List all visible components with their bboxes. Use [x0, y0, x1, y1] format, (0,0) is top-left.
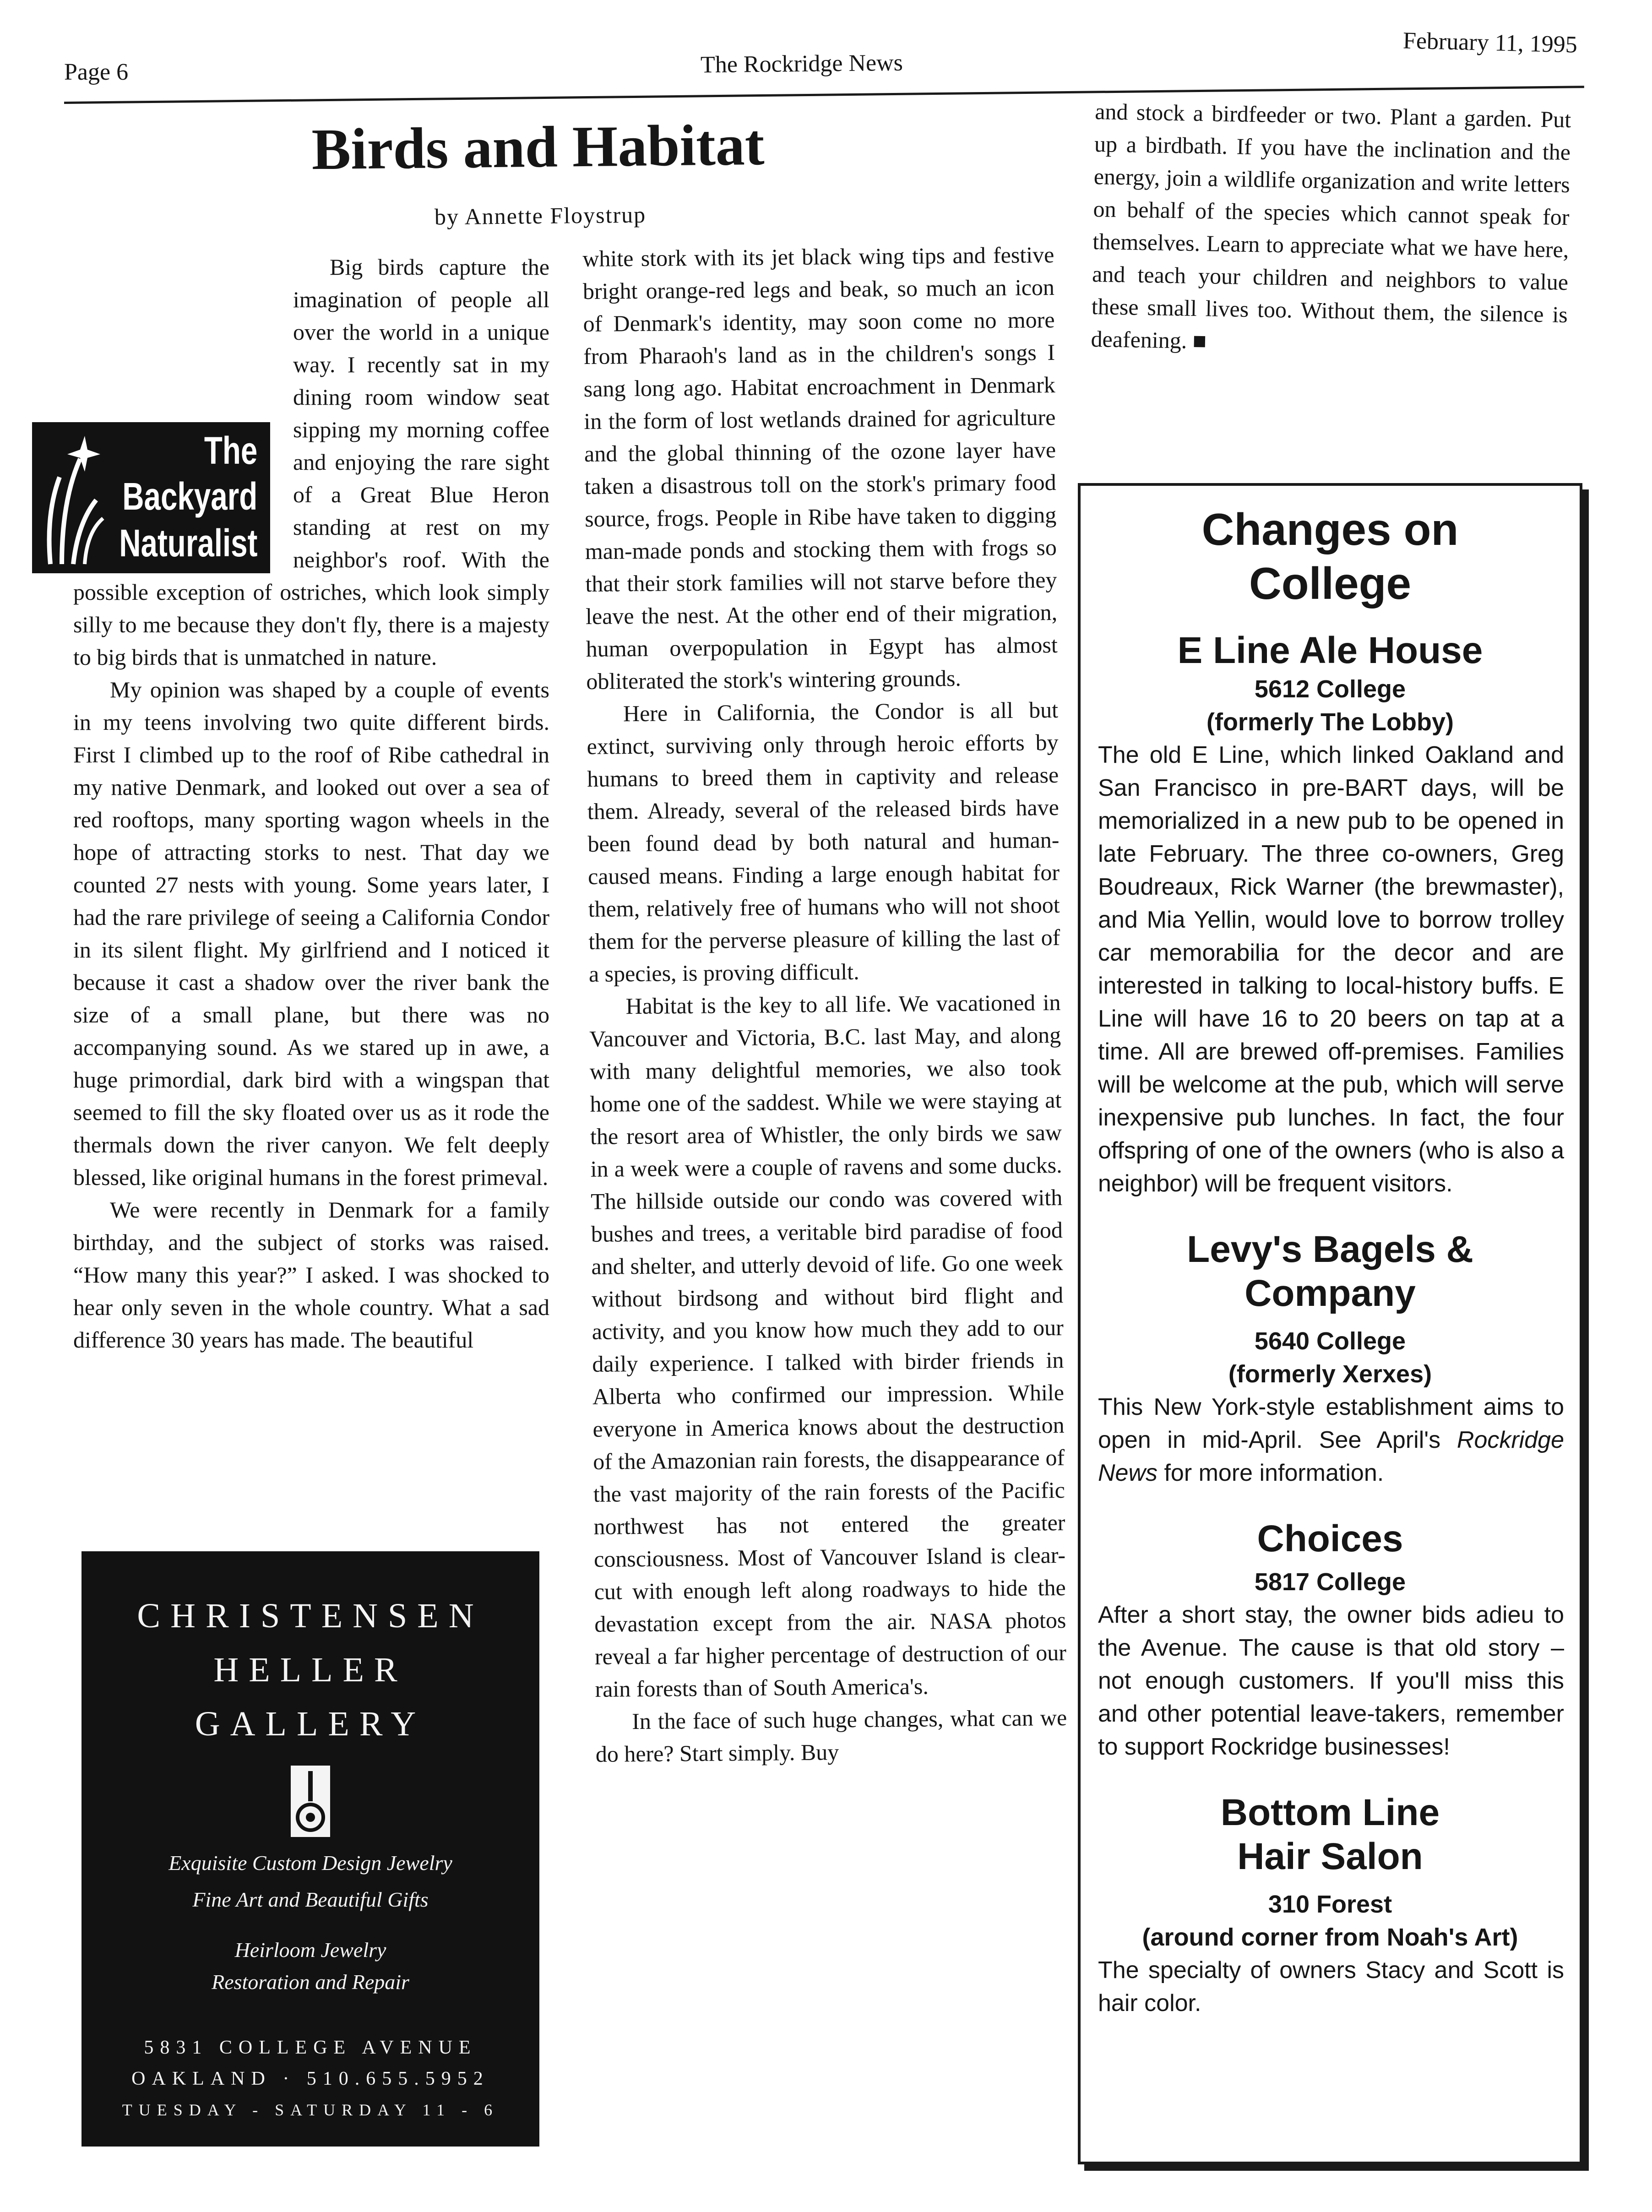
box-title-line-2: College: [1249, 558, 1411, 609]
business-description: [1098, 1391, 1564, 1489]
ad-tagline-3: Heirloom Jewelry: [234, 1938, 386, 1962]
gallery-advertisement: [82, 1551, 539, 2147]
ad-hours: TUESDAY - SATURDAY 11 - 6: [122, 2101, 499, 2119]
paragraph: [73, 251, 549, 674]
paragraph: My opinion was shaped by a couple of events in my teens involving two quite different birds. First I climbed up to the roof of Ribe cathedral in my native Denmark, and looked out over a sea of red rooftops, many sporting wagon wheels in the hope of attracting storks to nest. That day we counted 27 nests with young. Some years later, I had the rare privilege of seeing a California Condor in its silent flight. My girlfriend and I noticed it because it cast a shadow over the river bank the size of a small plane, but there was no accompanying sound. As we stared up in awe, a huge primordial, dark bird with a wingspan that seemed to fill the sky floated over us as it rode the thermals down the river canyon. We felt deeply blessed, like original humans in the forest primeval.: [73, 677, 549, 1190]
business-name: Bottom Line: [1220, 1792, 1440, 1833]
ad-line-3: GALLERY: [195, 1705, 426, 1743]
ad-line-2: HELLER: [213, 1651, 408, 1689]
paragraph: We were recently in Denmark for a family birthday, and the subject of storks was raised. “How many this year?” I asked. I was shocked to hear only seven in the whole country. What a sad difference 30 years has made. The beautiful: [73, 1197, 549, 1353]
paragraph: Here in California, the Condor is all but extinct, surviving only through heroic efforts by humans to breed them in captivity and release them. Already, several of the released birds have been found dead by both natural and human-caused means. Finding a large enough habitat for them, relatively free of humans who will not shoot them for the perverse pleasure of killing the last of a species, is proving difficult.: [587, 696, 1060, 987]
logo-line-1: The: [204, 429, 257, 472]
ad-line-1: CHRISTENSEN: [137, 1597, 484, 1635]
changes-on-college-box: [1078, 483, 1582, 2164]
issue-date: February 11, 1995: [1402, 27, 1578, 58]
logo-wrap-spacer: [73, 415, 293, 574]
article-column-2: [582, 239, 1067, 1771]
logo-line-3: Naturalist: [119, 522, 257, 565]
paragraph: Habitat is the key to all life. We vacationed in Vancouver and Victoria, B.C. last May, and along with many delightful memories, we also took home one of the saddest. While we were staying at the resort area of Whistler, the only birds we saw in a week were a couple of ravens and some ducks. The hillside outside our condo was covered with bushes and trees, a veritable bird paradise of food and shelter, and utterly devoid of life. Go one week without birdsong and without bird flight and activity, and you know how much they add to our daily experience. I talked with birder friends in Alberta who confirmed our impression. While everyone in America knows about the destruction of the Amazonian rain forests, the disappearance of the vast majority of the rain forests of the Pacific northwest has not entered the greater consciousness. Most of Vancouver Island is clear-cut with enough left along roadways to hide the devastation except from the air. NASA photos reveal a far higher percentage of destruction of our rain forests than of South America's.: [589, 989, 1067, 1702]
ad-address: 5831 COLLEGE AVENUE: [144, 2037, 477, 2058]
article-byline: by Annette Floystrup: [434, 201, 647, 230]
paragraph-text: Big birds capture the imagination of people all over the world in a unique way. I recently sat in my dining room window seat sipping my morning coffee and enjoying the rare sight of a Great Blue Heron standing at rest on my neighbor's roof. With the possible exception of ostriches, which look simply silly to me because they don't fly, there is a majesty to big birds that is unmatched in nature.: [73, 254, 549, 670]
business-name-line-2: Hair Salon: [1237, 1836, 1423, 1877]
ad-city-phone: OAKLAND · 510.655.5952: [131, 2068, 489, 2089]
logo-line-2: Backyard: [122, 475, 257, 518]
article-column-1: [73, 251, 549, 1356]
paragraph: and stock a birdfeeder or two. Plant a garden. Put up a birdbath. If you have the inclination and the energy, join a wildlife organization and write letters on behalf of the species which cannot speak for themselves. Learn to appreciate what we have here, and teach your children and neighbors to value these small lives too. Without them, the silence is deafening. ■: [1091, 98, 1571, 354]
publication-name: Rockridge News: [1098, 1427, 1564, 1486]
ad-tagline-2: Fine Art and Beautiful Gifts: [192, 1888, 429, 1911]
business-name-line-2: Company: [1244, 1272, 1416, 1314]
page-number: Page 6: [64, 59, 129, 85]
business-location-note: (around corner from Noah's Art): [1142, 1924, 1518, 1951]
description-text: for more information.: [1157, 1460, 1384, 1486]
ad-tagline-1: Exquisite Custom Design Jewelry: [168, 1851, 452, 1875]
description-text: This New York-style establishment aims to open in mid-April. See April's: [1098, 1394, 1564, 1453]
business-former-name: (formerly Xerxes): [1228, 1360, 1432, 1388]
business-address: 5612 College: [1254, 675, 1406, 703]
business-description: The old E Line, which linked Oakland and San Francisco in pre-BART days, will be memorialized in a new pub to be opened in late February. The three co-owners, Greg Boudreaux, Rick Warner (the brewmaster), and Mia Yellin, would love to borrow trolley car memorabilia for the decor and are interested in talking to local-history buffs. E Line will have 16 to 20 beers on tap at a time. All are brewed off-premises. Families will be welcome at the pub, which will serve inexpensive pub lunches. In fact, the four offspring of one of the owners (who is also a neighbor) will be frequent visitors.: [1098, 742, 1564, 1197]
business-description: The specialty of owners Stacy and Scott is hair color.: [1098, 1957, 1564, 2016]
business-former-name: (formerly The Lobby): [1206, 708, 1454, 736]
business-address: 5817 College: [1254, 1568, 1406, 1596]
business-name: E Line Ale House: [1177, 630, 1483, 671]
newspaper-name: The Rockridge News: [700, 49, 903, 78]
business-address: 310 Forest: [1268, 1891, 1392, 1918]
gallery-emblem-icon: [290, 1765, 331, 1838]
business-address: 5640 College: [1254, 1327, 1406, 1355]
ad-tagline-4: Restoration and Repair: [212, 1970, 409, 1994]
business-name: Choices: [1257, 1518, 1403, 1560]
article-title: Birds and Habitat: [311, 112, 765, 182]
business-description: After a short stay, the owner bids adieu to the Avenue. The cause is that old story – not enough customers. If you'll miss this and other potential leave-takers, remember to support Rockridge businesses!: [1098, 1602, 1564, 1760]
article-column-3: [1091, 95, 1571, 364]
box-title-line-1: Changes on: [1201, 504, 1459, 554]
paragraph: white stork with its jet black wing tips and festive bright orange-red legs and beak, so much an icon of Denmark's identity, may soon come no more from Pharaoh's land as in the children's songs I sang long ago. Habitat encroachment in Denmark in the form of lost wetlands drained for agriculture and the global thinning of the ozone layer have taken a disastrous toll on the stork's primary food source, frogs. People in Ribe have taken to digging man-made ponds and stocking them with frogs so that their stork families will not starve before they leave the nest. At the other end of their migration, human overpopulation in Egypt has almost obliterated the stork's wintering grounds.: [582, 242, 1058, 694]
paragraph: In the face of such huge changes, what can we do here? Start simply. Buy: [595, 1704, 1067, 1767]
business-name: Levy's Bagels &: [1187, 1228, 1473, 1270]
